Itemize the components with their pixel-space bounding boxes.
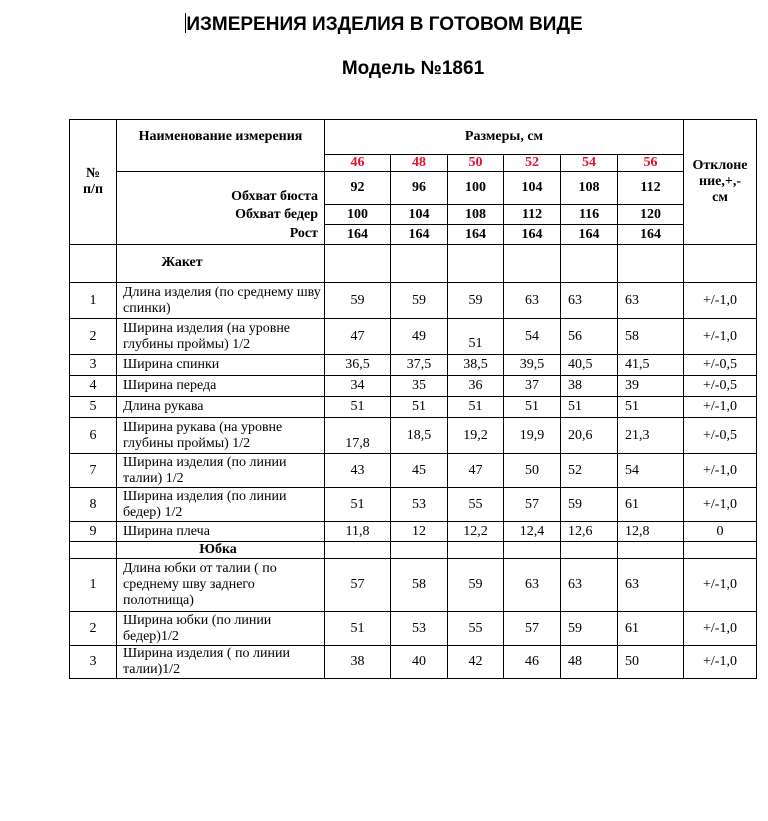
value-cell: 54 bbox=[504, 319, 561, 355]
bust-row bbox=[70, 172, 757, 205]
row-number: 7 bbox=[70, 454, 117, 488]
row-number: 3 bbox=[70, 646, 117, 679]
table-row bbox=[70, 454, 757, 488]
section-number-cell bbox=[70, 542, 117, 559]
value-cell: 47 bbox=[325, 319, 391, 355]
bust-value: 96 bbox=[391, 172, 448, 205]
value-cell: 51 bbox=[448, 319, 504, 355]
value-cell: 59 bbox=[448, 283, 504, 319]
measurement-name: Ширина изделия (по линии талии) 1/2 bbox=[117, 454, 325, 488]
section-empty-cell bbox=[561, 245, 618, 283]
document-title bbox=[0, 13, 768, 36]
value-cell: 38 bbox=[561, 376, 618, 397]
value-cell: 12,8 bbox=[618, 522, 684, 542]
table-row bbox=[70, 319, 757, 355]
jacket-section-row bbox=[70, 245, 757, 283]
row-number: 2 bbox=[70, 319, 117, 355]
tolerance-value: +/-1,0 bbox=[684, 397, 757, 418]
table-row bbox=[70, 559, 757, 612]
header-tolerance: Отклоне ние,+,- см bbox=[684, 120, 757, 245]
tolerance-value: +/-1,0 bbox=[684, 319, 757, 355]
height-value: 164 bbox=[618, 225, 684, 245]
value-cell: 39,5 bbox=[504, 355, 561, 376]
measurement-name: Ширина плеча bbox=[117, 522, 325, 542]
row-number: 2 bbox=[70, 612, 117, 646]
value-cell: 51 bbox=[448, 397, 504, 418]
measurements-table bbox=[69, 119, 757, 679]
value-cell: 59 bbox=[325, 283, 391, 319]
table-row bbox=[70, 612, 757, 646]
section-empty-cell bbox=[561, 542, 618, 559]
value-cell: 36,5 bbox=[325, 355, 391, 376]
tolerance-value: +/-0,5 bbox=[684, 418, 757, 454]
document-title-text: ИЗМЕРЕНИЯ ИЗДЕЛИЯ В ГОТОВОМ ВИДЕ bbox=[186, 14, 583, 35]
table-row bbox=[70, 418, 757, 454]
tolerance-value: +/-1,0 bbox=[684, 488, 757, 522]
height-value: 164 bbox=[391, 225, 448, 245]
tolerance-value: +/-1,0 bbox=[684, 646, 757, 679]
section-empty-cell bbox=[325, 245, 391, 283]
skirt-section-label: Юбка bbox=[117, 542, 325, 559]
skirt-section-row bbox=[70, 542, 757, 559]
tolerance-value: +/-1,0 bbox=[684, 559, 757, 612]
value-cell: 63 bbox=[561, 559, 618, 612]
value-cell: 63 bbox=[618, 559, 684, 612]
row-number: 3 bbox=[70, 355, 117, 376]
value-cell: 51 bbox=[325, 488, 391, 522]
value-cell: 63 bbox=[618, 283, 684, 319]
value-cell: 51 bbox=[504, 397, 561, 418]
bust-value: 100 bbox=[448, 172, 504, 205]
measurement-name: Ширина рукава (на уровне глубины проймы) 1/2 bbox=[117, 418, 325, 454]
bust-value: 92 bbox=[325, 172, 391, 205]
value-cell: 63 bbox=[504, 283, 561, 319]
value-cell: 53 bbox=[391, 488, 448, 522]
value-cell: 63 bbox=[561, 283, 618, 319]
hips-value: 104 bbox=[391, 205, 448, 225]
row-number: 5 bbox=[70, 397, 117, 418]
value-cell: 56 bbox=[561, 319, 618, 355]
value-cell: 11,8 bbox=[325, 522, 391, 542]
value-cell: 51 bbox=[391, 397, 448, 418]
height-label: Рост bbox=[117, 225, 325, 245]
value-cell: 51 bbox=[561, 397, 618, 418]
value-cell: 51 bbox=[618, 397, 684, 418]
value-cell: 49 bbox=[391, 319, 448, 355]
size-cell: 52 bbox=[504, 155, 561, 172]
value-cell: 61 bbox=[618, 488, 684, 522]
value-cell: 50 bbox=[618, 646, 684, 679]
height-row bbox=[70, 225, 757, 245]
header-sizes: Размеры, см bbox=[325, 120, 684, 155]
value-cell: 54 bbox=[618, 454, 684, 488]
value-cell: 47 bbox=[448, 454, 504, 488]
bust-value: 108 bbox=[561, 172, 618, 205]
section-empty-cell bbox=[618, 245, 684, 283]
section-empty-cell bbox=[684, 245, 757, 283]
tolerance-value: +/-1,0 bbox=[684, 283, 757, 319]
value-cell: 39 bbox=[618, 376, 684, 397]
value-cell: 41,5 bbox=[618, 355, 684, 376]
value-cell: 51 bbox=[325, 612, 391, 646]
tolerance-value: 0 bbox=[684, 522, 757, 542]
tolerance-value: +/-1,0 bbox=[684, 454, 757, 488]
section-number-cell bbox=[70, 245, 117, 283]
value-cell: 37,5 bbox=[391, 355, 448, 376]
section-empty-cell bbox=[504, 542, 561, 559]
bust-value: 112 bbox=[618, 172, 684, 205]
value-cell: 45 bbox=[391, 454, 448, 488]
value-cell: 57 bbox=[504, 612, 561, 646]
value-cell: 52 bbox=[561, 454, 618, 488]
value-cell: 37 bbox=[504, 376, 561, 397]
height-value: 164 bbox=[448, 225, 504, 245]
section-empty-cell bbox=[504, 245, 561, 283]
value-cell: 55 bbox=[448, 612, 504, 646]
value-cell: 46 bbox=[504, 646, 561, 679]
table-row bbox=[70, 397, 757, 418]
model-subtitle: Модель №1861 bbox=[341, 58, 485, 79]
value-cell: 63 bbox=[504, 559, 561, 612]
tolerance-value: +/-0,5 bbox=[684, 376, 757, 397]
table-row bbox=[70, 283, 757, 319]
row-number: 9 bbox=[70, 522, 117, 542]
value-cell: 43 bbox=[325, 454, 391, 488]
header-number: № п/п bbox=[70, 120, 117, 245]
value-cell: 58 bbox=[391, 559, 448, 612]
jacket-section-label: Жакет bbox=[117, 245, 325, 283]
size-cell: 46 bbox=[325, 155, 391, 172]
section-empty-cell bbox=[448, 245, 504, 283]
value-cell: 42 bbox=[448, 646, 504, 679]
section-empty-cell bbox=[448, 542, 504, 559]
measurement-name: Ширина спинки bbox=[117, 355, 325, 376]
value-cell: 59 bbox=[448, 559, 504, 612]
value-cell: 18,5 bbox=[391, 418, 448, 454]
value-cell: 59 bbox=[561, 488, 618, 522]
value-cell: 40 bbox=[391, 646, 448, 679]
value-cell: 20,6 bbox=[561, 418, 618, 454]
value-cell: 19,9 bbox=[504, 418, 561, 454]
value-cell: 59 bbox=[561, 612, 618, 646]
measurement-name: Длина юбки от талии ( по среднему шву заднего полотнища) bbox=[117, 559, 325, 612]
hips-row bbox=[70, 205, 757, 225]
section-empty-cell bbox=[684, 542, 757, 559]
value-cell: 35 bbox=[391, 376, 448, 397]
value-cell: 58 bbox=[618, 319, 684, 355]
height-value: 164 bbox=[504, 225, 561, 245]
header-name-text: Наименование измерения bbox=[138, 129, 303, 144]
measurement-name: Ширина юбки (по линии бедер)1/2 bbox=[117, 612, 325, 646]
measurement-name: Ширина изделия ( по линии талии)1/2 bbox=[117, 646, 325, 679]
value-cell: 55 bbox=[448, 488, 504, 522]
value-cell: 12,6 bbox=[561, 522, 618, 542]
hips-value: 100 bbox=[325, 205, 391, 225]
value-cell: 50 bbox=[504, 454, 561, 488]
value-cell: 53 bbox=[391, 612, 448, 646]
size-cell: 50 bbox=[448, 155, 504, 172]
row-number: 1 bbox=[70, 559, 117, 612]
table-body bbox=[70, 120, 757, 679]
height-value: 164 bbox=[325, 225, 391, 245]
hips-value: 120 bbox=[618, 205, 684, 225]
value-cell: 21,3 bbox=[618, 418, 684, 454]
table-row bbox=[70, 355, 757, 376]
header-name bbox=[117, 120, 325, 172]
table-row bbox=[70, 522, 757, 542]
value-cell: 12,2 bbox=[448, 522, 504, 542]
measurement-name: Длина рукава bbox=[117, 397, 325, 418]
hips-value: 116 bbox=[561, 205, 618, 225]
value-cell: 12,4 bbox=[504, 522, 561, 542]
hips-value: 108 bbox=[448, 205, 504, 225]
value-cell: 61 bbox=[618, 612, 684, 646]
hips-value: 112 bbox=[504, 205, 561, 225]
value-cell: 57 bbox=[504, 488, 561, 522]
value-cell: 51 bbox=[325, 397, 391, 418]
value-cell: 57 bbox=[325, 559, 391, 612]
table-row bbox=[70, 646, 757, 679]
table-row bbox=[70, 376, 757, 397]
row-number: 6 bbox=[70, 418, 117, 454]
value-cell: 34 bbox=[325, 376, 391, 397]
section-empty-cell bbox=[618, 542, 684, 559]
measurement-name: Ширина переда bbox=[117, 376, 325, 397]
value-cell: 36 bbox=[448, 376, 504, 397]
value-cell: 12 bbox=[391, 522, 448, 542]
value-cell: 17,8 bbox=[325, 418, 391, 454]
row-number: 4 bbox=[70, 376, 117, 397]
section-empty-cell bbox=[391, 245, 448, 283]
size-cell: 48 bbox=[391, 155, 448, 172]
table-row bbox=[70, 488, 757, 522]
bust-value: 104 bbox=[504, 172, 561, 205]
value-cell: 38 bbox=[325, 646, 391, 679]
height-value: 164 bbox=[561, 225, 618, 245]
section-empty-cell bbox=[391, 542, 448, 559]
value-cell: 40,5 bbox=[561, 355, 618, 376]
size-cell: 56 bbox=[618, 155, 684, 172]
tolerance-value: +/-1,0 bbox=[684, 612, 757, 646]
row-number: 1 bbox=[70, 283, 117, 319]
bust-label: Обхват бюста bbox=[117, 172, 325, 205]
measurement-name: Ширина изделия (по линии бедер) 1/2 bbox=[117, 488, 325, 522]
value-cell: 59 bbox=[391, 283, 448, 319]
tolerance-value: +/-0,5 bbox=[684, 355, 757, 376]
hips-label: Обхват бедер bbox=[117, 205, 325, 225]
measurement-name: Ширина изделия (на уровне глубины проймы) 1/2 bbox=[117, 319, 325, 355]
size-cell: 54 bbox=[561, 155, 618, 172]
measurement-name: Длина изделия (по среднему шву спинки) bbox=[117, 283, 325, 319]
value-cell: 38,5 bbox=[448, 355, 504, 376]
section-empty-cell bbox=[325, 542, 391, 559]
value-cell: 19,2 bbox=[448, 418, 504, 454]
value-cell: 48 bbox=[561, 646, 618, 679]
row-number: 8 bbox=[70, 488, 117, 522]
